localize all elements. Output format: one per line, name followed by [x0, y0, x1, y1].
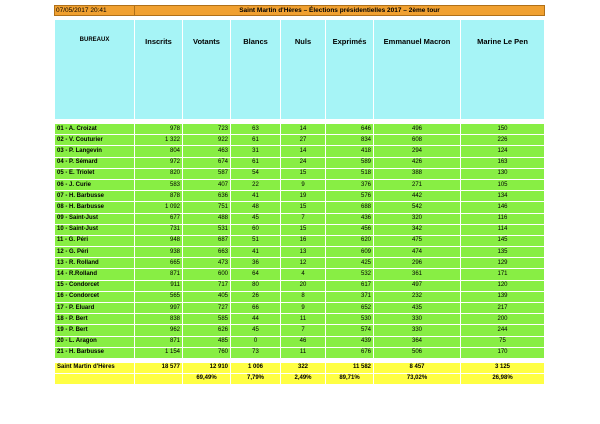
- total-cell: 8 457: [374, 362, 461, 373]
- table-row: [55, 258, 545, 269]
- bureau-name: 13 - R. Rolland: [55, 258, 135, 269]
- table-cell: 506: [374, 347, 461, 358]
- table-cell: 636: [183, 191, 231, 202]
- table-cell: 405: [183, 291, 231, 302]
- report-datetime: 07/05/2017 20:41: [55, 6, 135, 16]
- total-cell: 12 910: [183, 362, 231, 373]
- table-row: [55, 303, 545, 314]
- table-cell: 978: [135, 124, 183, 135]
- column-header: Emmanuel Macron: [374, 20, 461, 120]
- table-cell: 938: [135, 247, 183, 258]
- table-cell: 170: [461, 347, 545, 358]
- total-cell: 1 006: [231, 362, 281, 373]
- table-cell: 442: [374, 191, 461, 202]
- table-cell: 677: [135, 213, 183, 224]
- table-cell: 44: [231, 314, 281, 325]
- table-cell: 54: [231, 168, 281, 179]
- table-cell: 674: [183, 157, 231, 168]
- table-cell: 48: [231, 202, 281, 213]
- column-header-row: [55, 20, 545, 120]
- table-cell: 11: [281, 347, 326, 358]
- table-cell: 7: [281, 213, 326, 224]
- percent-cell: [135, 373, 183, 384]
- bureau-name: 16 - Condorcet: [55, 291, 135, 302]
- bureau-name: 05 - E. Triolet: [55, 168, 135, 179]
- table-cell: 425: [326, 258, 374, 269]
- table-cell: 665: [135, 258, 183, 269]
- table-row: [55, 336, 545, 347]
- table-cell: 804: [135, 146, 183, 157]
- table-cell: 20: [281, 280, 326, 291]
- table-cell: 75: [461, 336, 545, 347]
- percentages-row: [55, 373, 545, 384]
- table-cell: 45: [231, 213, 281, 224]
- table-cell: 4: [281, 269, 326, 280]
- table-row: [55, 168, 545, 179]
- table-cell: 922: [183, 135, 231, 146]
- bureau-name: 01 - A. Croizat: [55, 124, 135, 135]
- table-cell: 1 092: [135, 202, 183, 213]
- table-cell: 948: [135, 235, 183, 246]
- table-cell: 66: [231, 303, 281, 314]
- table-cell: 16: [281, 235, 326, 246]
- table-row: [55, 157, 545, 168]
- results-table: [54, 5, 545, 385]
- table-cell: 600: [183, 269, 231, 280]
- total-cell: 3 125: [461, 362, 545, 373]
- table-row: [55, 224, 545, 235]
- bureau-name: 03 - P. Langevin: [55, 146, 135, 157]
- table-cell: 11: [281, 314, 326, 325]
- table-cell: 41: [231, 247, 281, 258]
- table-cell: 19: [281, 191, 326, 202]
- table-cell: 497: [374, 280, 461, 291]
- table-cell: 820: [135, 168, 183, 179]
- table-row: [55, 213, 545, 224]
- table-cell: 620: [326, 235, 374, 246]
- table-cell: 361: [374, 269, 461, 280]
- report-title: Saint Martin d'Hères – Élections présidentielles 2017 – 2ème tour: [135, 6, 545, 16]
- table-cell: 9: [281, 303, 326, 314]
- column-header: Inscrits: [135, 20, 183, 120]
- bureau-name: 14 - R.Rolland: [55, 269, 135, 280]
- table-cell: 145: [461, 235, 545, 246]
- table-row: [55, 269, 545, 280]
- table-cell: 7: [281, 325, 326, 336]
- table-cell: 64: [231, 269, 281, 280]
- table-cell: 171: [461, 269, 545, 280]
- table-cell: 15: [281, 168, 326, 179]
- table-cell: 463: [183, 146, 231, 157]
- table-cell: 24: [281, 157, 326, 168]
- total-cell: 322: [281, 362, 326, 373]
- percent-label-blank: [55, 373, 135, 384]
- table-cell: 1 322: [135, 135, 183, 146]
- totals-label: Saint Martin d'Hères: [55, 362, 135, 373]
- table-cell: 496: [374, 124, 461, 135]
- table-cell: 9: [281, 179, 326, 190]
- table-cell: 485: [183, 336, 231, 347]
- percent-cell: 2,49%: [281, 373, 326, 384]
- bureau-name: 04 - P. Sémard: [55, 157, 135, 168]
- table-row: [55, 314, 545, 325]
- table-cell: 972: [135, 157, 183, 168]
- table-cell: 751: [183, 202, 231, 213]
- table-cell: 617: [326, 280, 374, 291]
- table-cell: 717: [183, 280, 231, 291]
- table-cell: 330: [374, 325, 461, 336]
- table-cell: 0: [231, 336, 281, 347]
- table-cell: 14: [281, 124, 326, 135]
- table-cell: 626: [183, 325, 231, 336]
- table-cell: 296: [374, 258, 461, 269]
- table-cell: 139: [461, 291, 545, 302]
- column-header: Nuls: [281, 20, 326, 120]
- table-row: [55, 235, 545, 246]
- bureau-name: 11 - G. Péri: [55, 235, 135, 246]
- table-cell: 294: [374, 146, 461, 157]
- totals-row: [55, 362, 545, 373]
- table-cell: 531: [183, 224, 231, 235]
- table-cell: 589: [326, 157, 374, 168]
- table-cell: 518: [326, 168, 374, 179]
- table-cell: 63: [231, 124, 281, 135]
- table-cell: 163: [461, 157, 545, 168]
- table-cell: 134: [461, 191, 545, 202]
- table-cell: 388: [374, 168, 461, 179]
- table-cell: 51: [231, 235, 281, 246]
- bureau-name: 07 - H. Barbusse: [55, 191, 135, 202]
- table-cell: 587: [183, 168, 231, 179]
- table-row: [55, 291, 545, 302]
- table-cell: 116: [461, 213, 545, 224]
- table-row: [55, 135, 545, 146]
- table-cell: 646: [326, 124, 374, 135]
- table-cell: 12: [281, 258, 326, 269]
- table-cell: 676: [326, 347, 374, 358]
- table-cell: 8: [281, 291, 326, 302]
- table-cell: 474: [374, 247, 461, 258]
- percent-cell: 69,49%: [183, 373, 231, 384]
- table-cell: 576: [326, 191, 374, 202]
- table-cell: 129: [461, 258, 545, 269]
- table-cell: 997: [135, 303, 183, 314]
- table-cell: 371: [326, 291, 374, 302]
- total-cell: 11 582: [326, 362, 374, 373]
- table-row: [55, 146, 545, 157]
- percent-cell: 73,02%: [374, 373, 461, 384]
- table-cell: 532: [326, 269, 374, 280]
- table-cell: 376: [326, 179, 374, 190]
- table-cell: 232: [374, 291, 461, 302]
- table-cell: 962: [135, 325, 183, 336]
- table-cell: 407: [183, 179, 231, 190]
- table-cell: 1 154: [135, 347, 183, 358]
- table-cell: 15: [281, 224, 326, 235]
- table-cell: 41: [231, 191, 281, 202]
- table-cell: 14: [281, 146, 326, 157]
- table-cell: 45: [231, 325, 281, 336]
- table-cell: 46: [281, 336, 326, 347]
- table-cell: 456: [326, 224, 374, 235]
- bureau-name: 10 - Saint-Just: [55, 224, 135, 235]
- table-cell: 27: [281, 135, 326, 146]
- bureau-name: 20 - L. Aragon: [55, 336, 135, 347]
- percent-cell: 7,79%: [231, 373, 281, 384]
- table-cell: 150: [461, 124, 545, 135]
- table-cell: 418: [326, 146, 374, 157]
- table-cell: 475: [374, 235, 461, 246]
- table-row: [55, 247, 545, 258]
- table-row: [55, 325, 545, 336]
- bureau-name: 06 - J. Curie: [55, 179, 135, 190]
- table-cell: 36: [231, 258, 281, 269]
- table-cell: 663: [183, 247, 231, 258]
- table-cell: 871: [135, 336, 183, 347]
- table-cell: 61: [231, 157, 281, 168]
- table-cell: 834: [326, 135, 374, 146]
- column-header: Marine Le Pen: [461, 20, 545, 120]
- table-cell: 135: [461, 247, 545, 258]
- table-cell: 105: [461, 179, 545, 190]
- table-cell: 688: [326, 202, 374, 213]
- table-cell: 146: [461, 202, 545, 213]
- table-cell: 609: [326, 247, 374, 258]
- table-cell: 80: [231, 280, 281, 291]
- table-cell: 124: [461, 146, 545, 157]
- table-cell: 226: [461, 135, 545, 146]
- bureau-rows: [55, 124, 545, 359]
- table-cell: 61: [231, 135, 281, 146]
- bureau-name: 19 - P. Bert: [55, 325, 135, 336]
- column-header: Blancs: [231, 20, 281, 120]
- table-cell: 731: [135, 224, 183, 235]
- table-cell: 426: [374, 157, 461, 168]
- table-row: [55, 280, 545, 291]
- table-cell: 60: [231, 224, 281, 235]
- table-cell: 244: [461, 325, 545, 336]
- table-cell: 723: [183, 124, 231, 135]
- table-cell: 435: [374, 303, 461, 314]
- bureau-name: 08 - H. Barbusse: [55, 202, 135, 213]
- table-cell: 530: [326, 314, 374, 325]
- table-row: [55, 347, 545, 358]
- column-header: BUREAUX: [55, 20, 135, 120]
- percent-cell: 26,98%: [461, 373, 545, 384]
- total-cell: 18 577: [135, 362, 183, 373]
- column-header: Votants: [183, 20, 231, 120]
- table-cell: 320: [374, 213, 461, 224]
- table-cell: 130: [461, 168, 545, 179]
- table-row: [55, 124, 545, 135]
- table-cell: 565: [135, 291, 183, 302]
- table-cell: 878: [135, 191, 183, 202]
- table-cell: 911: [135, 280, 183, 291]
- table-cell: 687: [183, 235, 231, 246]
- table-cell: 652: [326, 303, 374, 314]
- table-row: [55, 179, 545, 190]
- table-cell: 871: [135, 269, 183, 280]
- table-cell: 13: [281, 247, 326, 258]
- column-header: Exprimés: [326, 20, 374, 120]
- table-cell: 608: [374, 135, 461, 146]
- table-cell: 271: [374, 179, 461, 190]
- table-cell: 15: [281, 202, 326, 213]
- table-cell: 200: [461, 314, 545, 325]
- table-cell: 436: [326, 213, 374, 224]
- table-cell: 31: [231, 146, 281, 157]
- bureau-name: 17 - P. Eluard: [55, 303, 135, 314]
- title-bar: [55, 6, 545, 16]
- bureau-name: 09 - Saint-Just: [55, 213, 135, 224]
- table-row: [55, 202, 545, 213]
- table-cell: 114: [461, 224, 545, 235]
- table-cell: 73: [231, 347, 281, 358]
- table-cell: 330: [374, 314, 461, 325]
- table-cell: 838: [135, 314, 183, 325]
- table-row: [55, 191, 545, 202]
- bureau-name: 15 - Condorcet: [55, 280, 135, 291]
- table-cell: 727: [183, 303, 231, 314]
- table-cell: 760: [183, 347, 231, 358]
- table-cell: 22: [231, 179, 281, 190]
- table-cell: 342: [374, 224, 461, 235]
- table-cell: 217: [461, 303, 545, 314]
- table-cell: 26: [231, 291, 281, 302]
- table-cell: 473: [183, 258, 231, 269]
- table-cell: 585: [183, 314, 231, 325]
- table-cell: 120: [461, 280, 545, 291]
- results-sheet: [54, 5, 544, 385]
- bureau-name: 21 - H. Barbusse: [55, 347, 135, 358]
- bureau-name: 12 - G. Péri: [55, 247, 135, 258]
- table-cell: 364: [374, 336, 461, 347]
- table-cell: 542: [374, 202, 461, 213]
- percent-cell: 89,71%: [326, 373, 374, 384]
- table-cell: 574: [326, 325, 374, 336]
- bureau-name: 18 - P. Bert: [55, 314, 135, 325]
- table-cell: 488: [183, 213, 231, 224]
- table-cell: 583: [135, 179, 183, 190]
- bureau-name: 02 - V. Couturier: [55, 135, 135, 146]
- table-cell: 439: [326, 336, 374, 347]
